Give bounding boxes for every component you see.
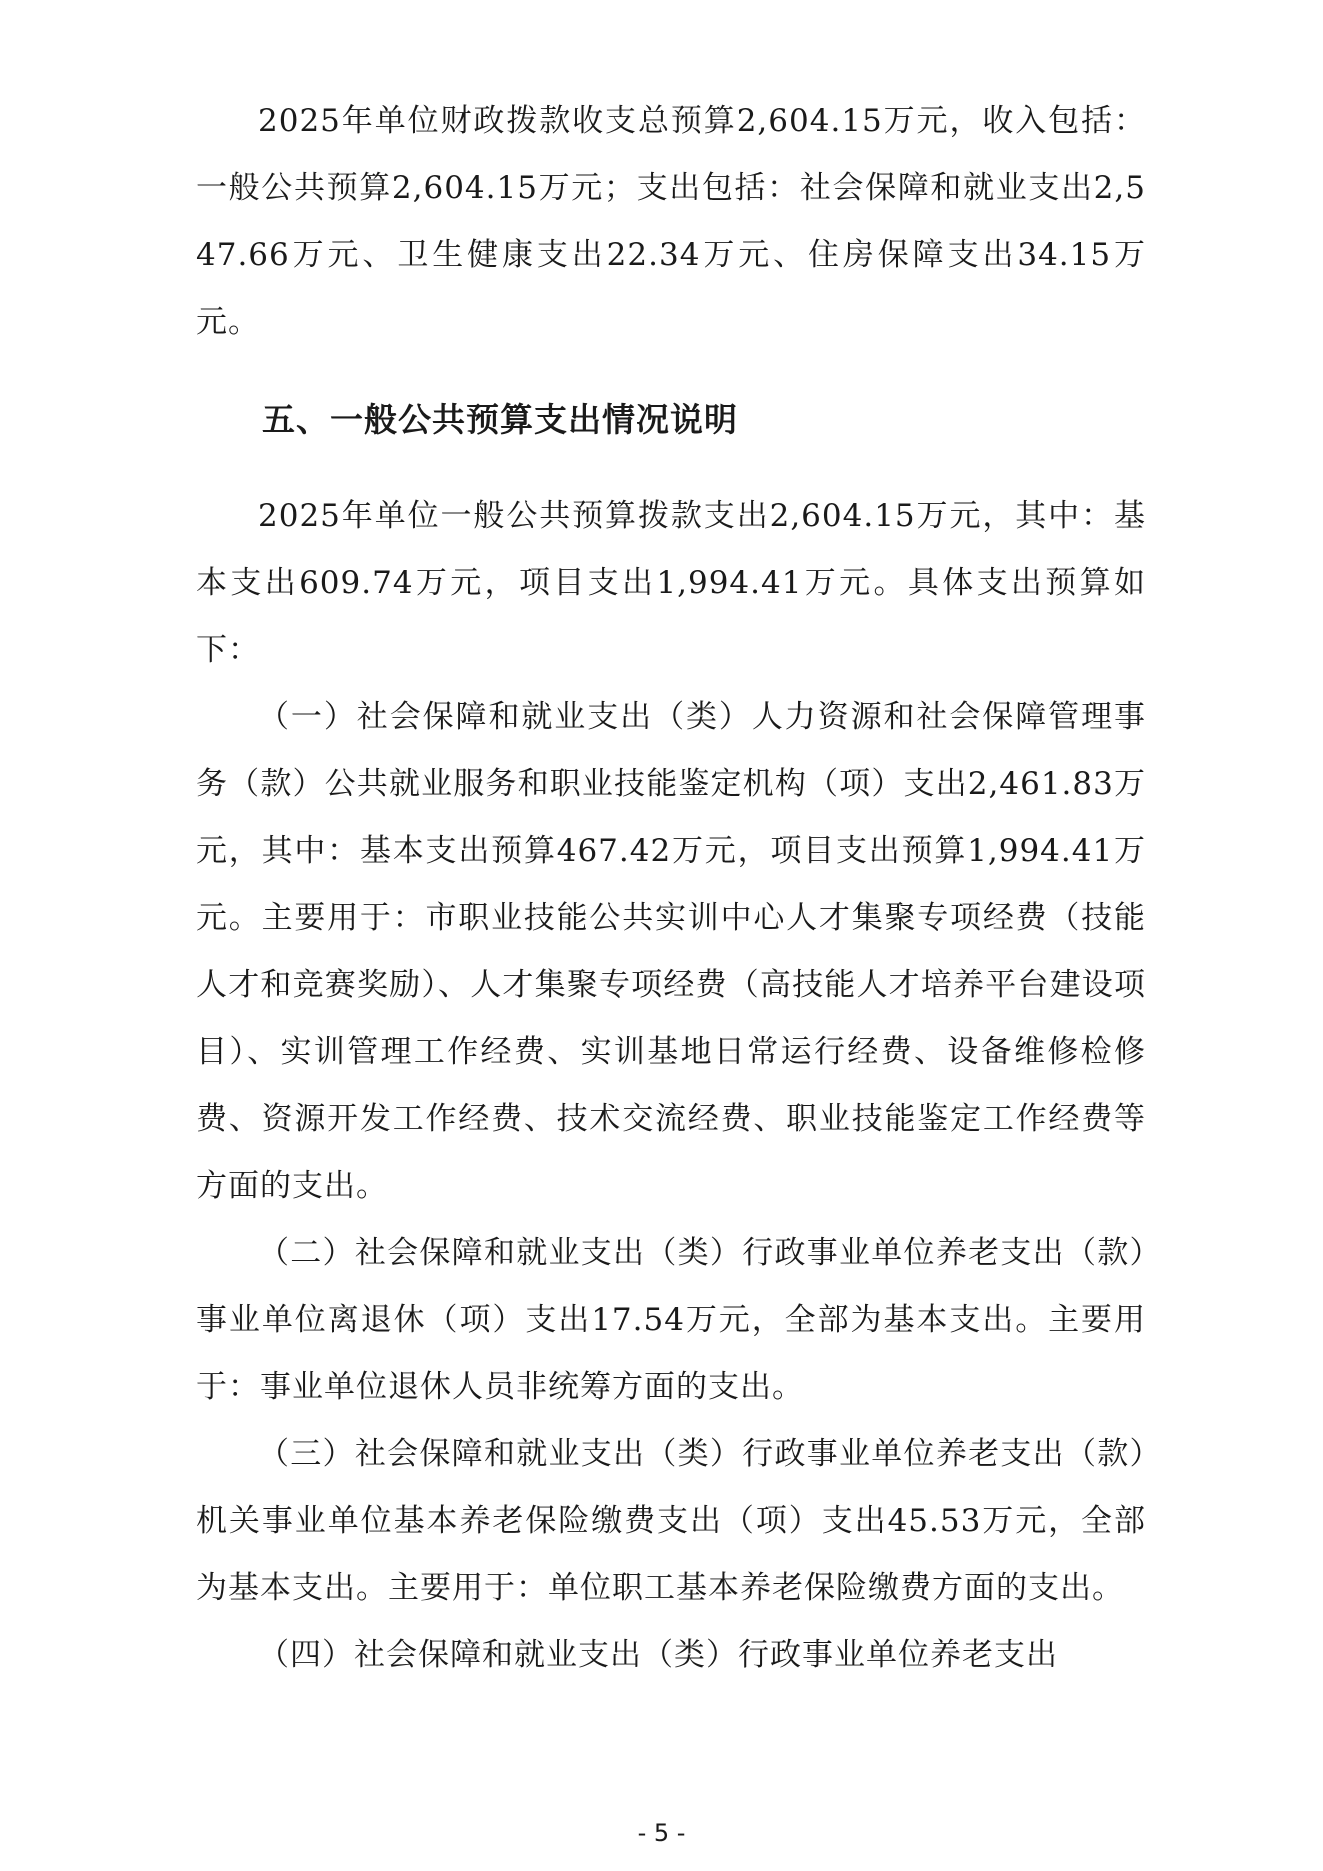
page-number: - 5 - [637,1819,686,1847]
section-heading: 五、一般公共预算支出情况说明 [262,400,738,439]
item-two-paragraph: （二）社会保障和就业支出（类）行政事业单位养老支出（款）事业单位离退休（项）支出17.54万元，全部为基本支出。主要用于：事业单位退休人员非统筹方面的支出。 [196,1235,1146,1405]
item-four-paragraph: （四）社会保障和就业支出（类）行政事业单位养老支出 [258,1637,1058,1673]
item-three-paragraph: （三）社会保障和就业支出（类）行政事业单位养老支出（款）机关事业单位基本养老保险缴费支出（项）支出45.53万元，全部为基本支出。主要用于：单位职工基本养老保险缴费方面的支出。 [196,1436,1146,1606]
item-one-paragraph: （一）社会保障和就业支出（类）人力资源和社会保障管理事务（款）公共就业服务和职业技能鉴定机构（项）支出2,461.83万元，其中：基本支出预算467.42万元，项目支出预算1,994.41万元。主要用于：市职业技能公共实训中心人才集聚专项经费（技能人才和竞赛奖励）、人才集聚专项经费（高技能人才培养平台建设项目）、实训管理工作经费、实训基地日常运行经费、设备维修检修费、资源开发工作经费、技术交流经费、职业技能鉴定工作经费等方面的支出。 [196,699,1146,1204]
page-content [196,88,1146,1689]
budget-summary-paragraph: 2025年单位财政拨款收支总预算2,604.15万元，收入包括：一般公共预算2,604.15万元；支出包括：社会保障和就业支出2,547.66万元、卫生健康支出22.34万元、住房保障支出34.15万元。 [196,103,1146,340]
expenditure-overview-paragraph: 2025年单位一般公共预算拨款支出2,604.15万元，其中：基本支出609.74万元，项目支出1,994.41万元。具体支出预算如下： [196,498,1146,668]
